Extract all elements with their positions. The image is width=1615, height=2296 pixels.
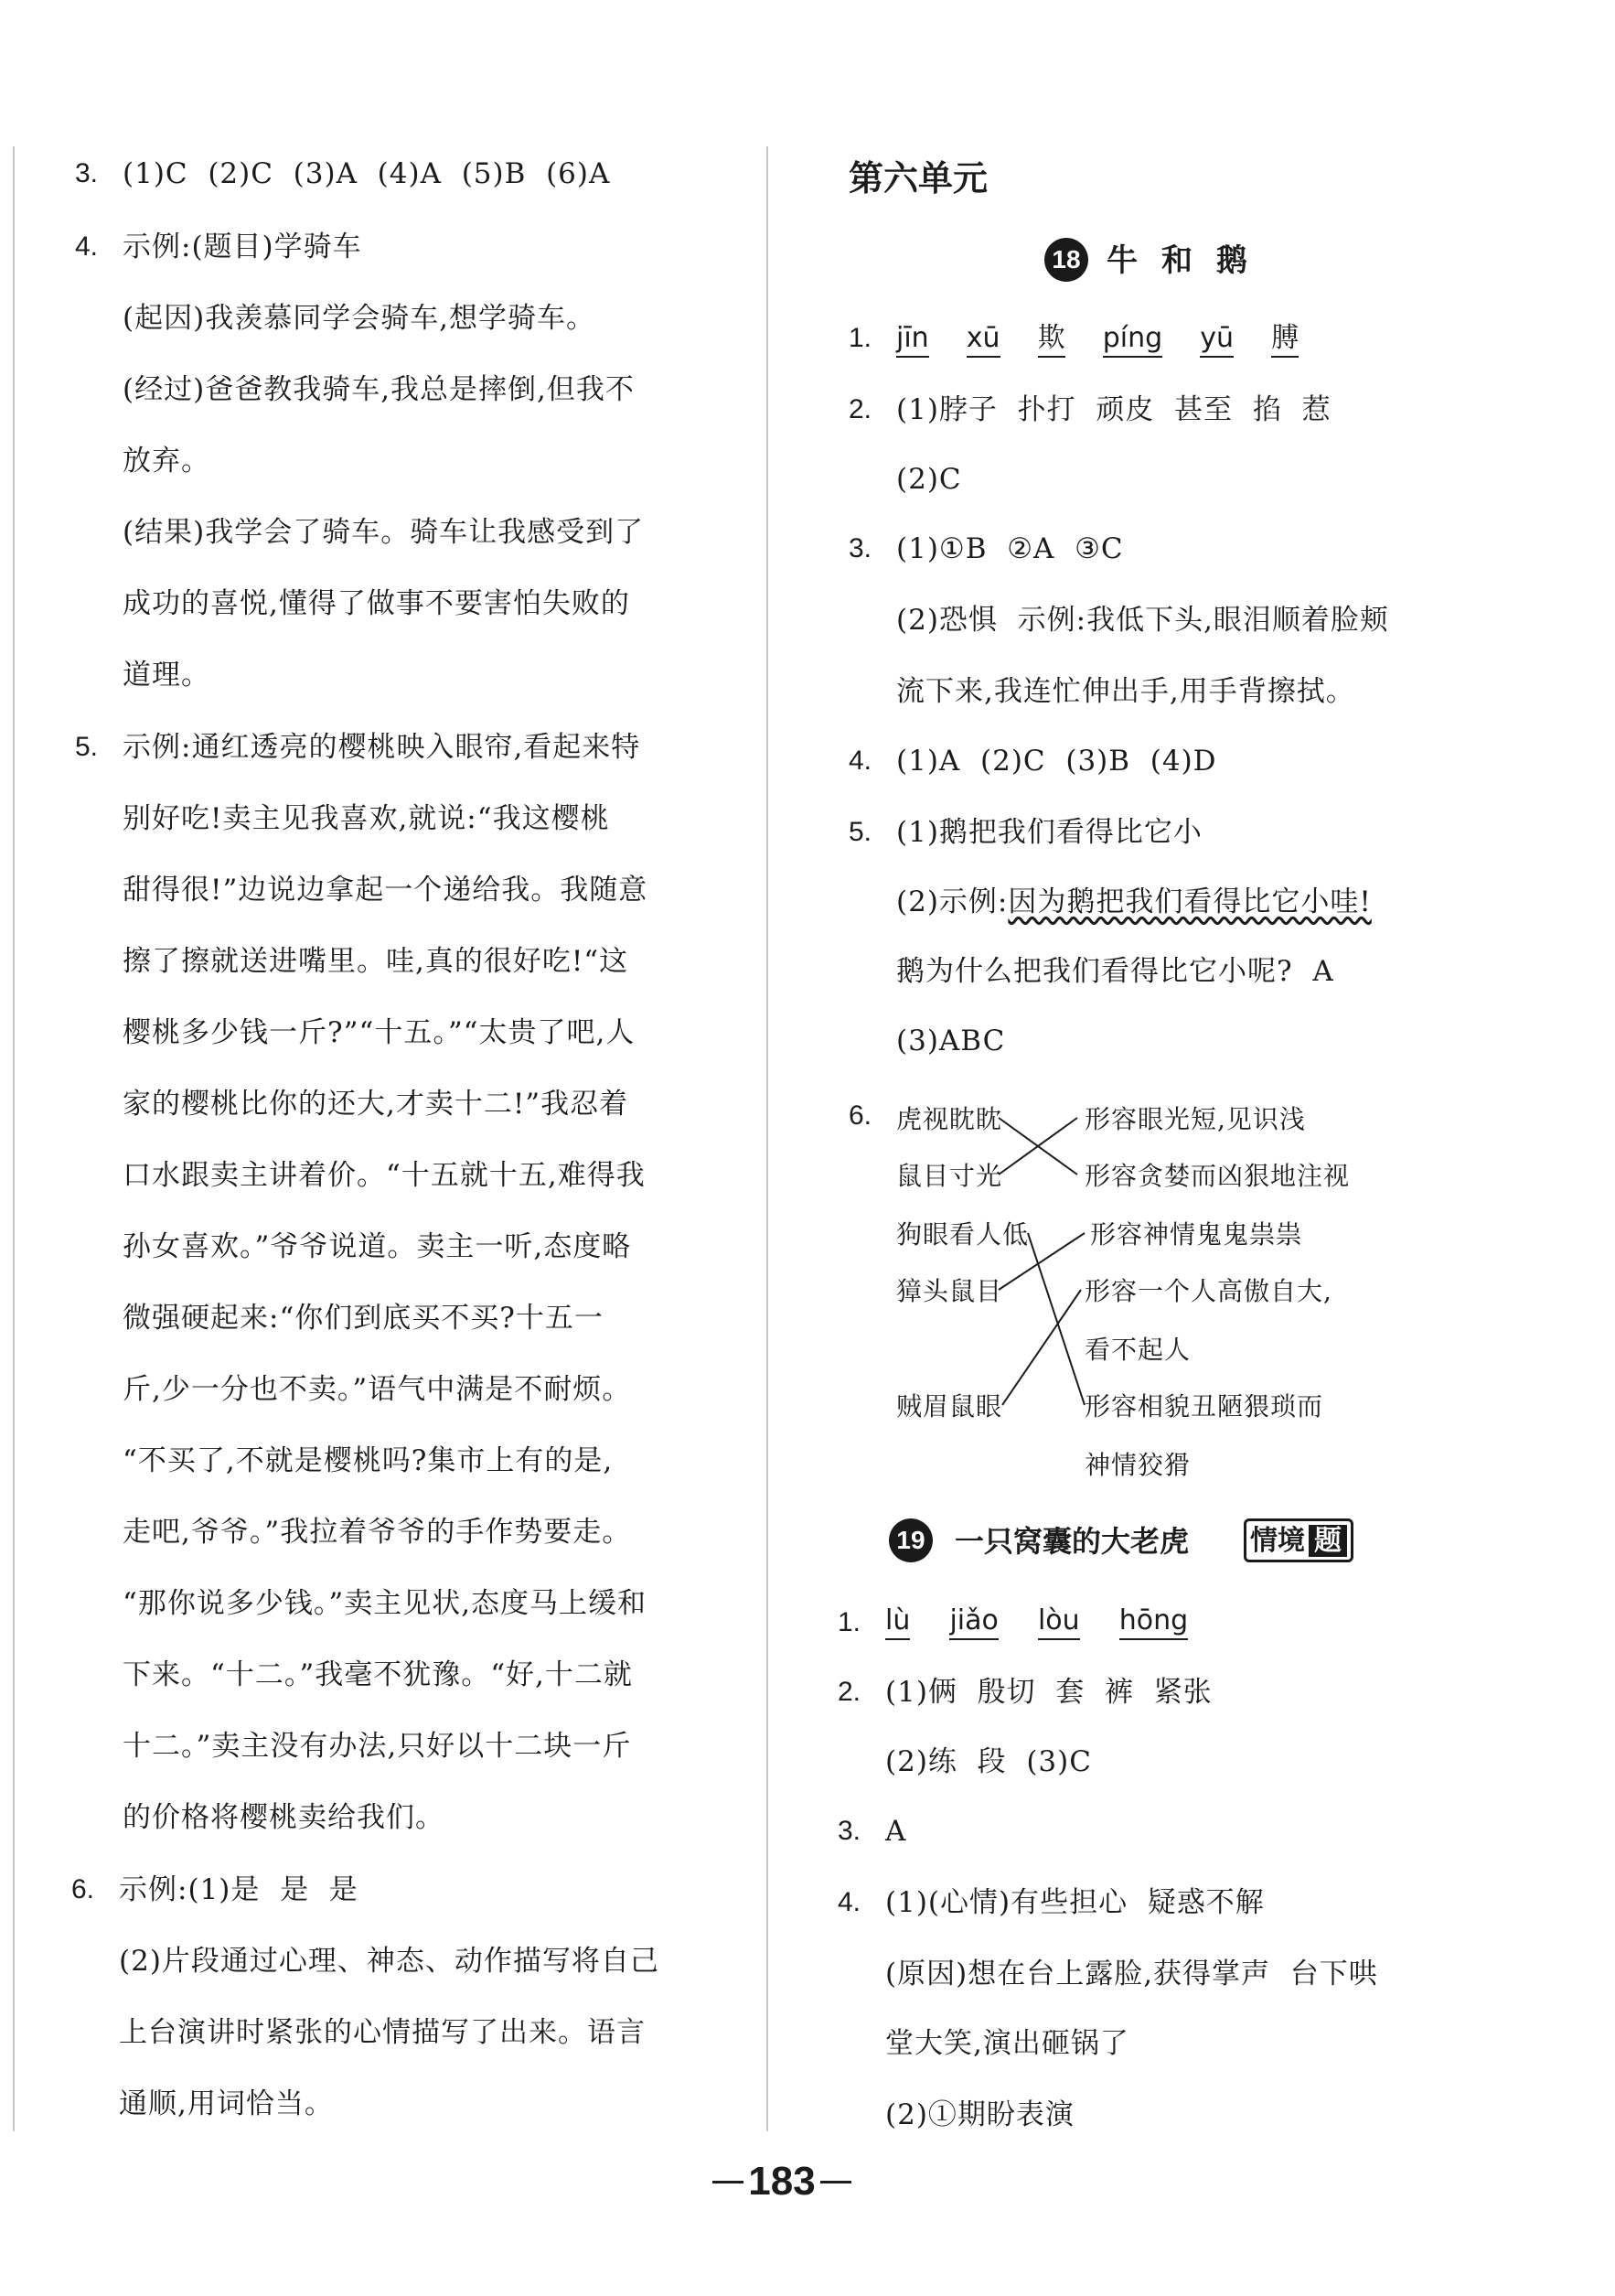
matching-lines	[997, 1098, 1107, 1445]
left-q4-line: 放弃。	[123, 445, 210, 477]
left-q4-number: 4.	[75, 231, 99, 262]
left-q5-line: 下来。“十二。”我毫不犹豫。“好,十二就	[123, 1658, 633, 1691]
tag-text-dark: 题	[1309, 1525, 1347, 1557]
left-q5-line: 甜得很!”边说边拿起一个递给我。我随意	[123, 874, 648, 907]
pinyin-answer: lù	[885, 1604, 910, 1640]
l18-q5-number: 5.	[849, 817, 872, 847]
lesson-18-title: 牛和鹅	[1107, 242, 1271, 279]
left-q5-number: 5.	[75, 732, 99, 762]
left-q3-answer: (1)C (2)C (3)A (4)A (5)B (6)A	[123, 157, 611, 190]
l19-q4-line1: (1)(心情)有些担心 疑惑不解	[885, 1886, 1265, 1919]
match-right-item: 形容贪婪而凶狠地注视	[1085, 1161, 1351, 1191]
match-left-item: 贼眉鼠眼	[896, 1391, 1003, 1422]
l18-q3-line3: 流下来,我连忙伸出手,用手背擦拭。	[896, 675, 1355, 708]
left-q4-line: 道理。	[123, 659, 210, 692]
unit-title: 第六单元	[849, 158, 989, 198]
l18-q2-line2: (2)C	[896, 463, 962, 496]
page-number-dash-left	[712, 2181, 743, 2183]
l18-q5-line3: 鹅为什么把我们看得比它小呢? A	[896, 955, 1334, 988]
l19-q3-number: 3.	[838, 1816, 861, 1846]
match-left-item: 狗眼看人低	[896, 1219, 1030, 1250]
left-q4-line: 示例:(题目)学骑车	[123, 231, 362, 263]
left-q4-line: 成功的喜悦,懂得了做事不要害怕失败的	[123, 587, 630, 620]
left-q5-line: 走吧,爷爷。”我拉着爷爷的手作势要走。	[123, 1516, 632, 1549]
l18-q4-answer: (1)A (2)C (3)B (4)D	[896, 745, 1217, 778]
pinyin-answer: xū	[967, 322, 1000, 358]
left-q5-line: 示例:通红透亮的樱桃映入眼帘,看起来特	[123, 731, 641, 764]
l19-q4-line4: (2)①期盼表演	[885, 2098, 1075, 2131]
l18-q2-number: 2.	[849, 394, 872, 424]
tag-text: 情境	[1250, 1525, 1305, 1557]
l18-q4-number: 4.	[849, 746, 872, 776]
l19-q1-number: 1.	[838, 1607, 861, 1637]
left-q5-line: 十二。”卖主没有办法,只好以十二块一斤	[123, 1730, 632, 1763]
lesson-18-badge: 18	[1044, 238, 1088, 282]
left-q5-line: 擦了擦就送进嘴里。哇,真的很好吃!“这	[123, 945, 629, 978]
l19-q2-number: 2.	[838, 1677, 861, 1707]
match-right-item: 形容眼光短,见识浅	[1085, 1104, 1306, 1134]
left-q5-line: 斤,少一分也不卖。”语气中满是不耐烦。	[123, 1373, 632, 1406]
pinyin-answer: jīn	[896, 322, 929, 358]
match-right-item: 神情狡猾	[1085, 1450, 1192, 1480]
match-right-item: 形容相貌丑陋猥琐而	[1085, 1391, 1324, 1422]
l19-q4-line2: (原因)想在台上露脸,获得掌声 台下哄	[885, 1958, 1378, 1990]
l18-q3-line1: (1)①B ②A ③C	[896, 532, 1124, 565]
l19-q2-line1: (1)俩 殷切 套 裤 紧张	[885, 1676, 1213, 1709]
left-margin-rule	[13, 146, 15, 2131]
match-right-item: 看不起人	[1085, 1335, 1192, 1365]
left-q5-line: 孙女喜欢。”爷爷说道。卖主一听,态度略	[123, 1230, 632, 1263]
left-q5-line: 口水跟卖主讲着价。“十五就十五,难得我	[123, 1159, 646, 1192]
pinyin-answer: yū	[1200, 322, 1234, 358]
l18-q5-line2-underlined: 因为鹅把我们看得比它小哇!	[1008, 885, 1372, 918]
column-divider	[766, 146, 768, 2131]
l18-q5-line2	[896, 884, 1372, 920]
pinyin-answer: píng	[1103, 322, 1162, 358]
character-answer: 欺	[1038, 322, 1065, 358]
left-q4-line: (结果)我学会了骑车。骑车让我感受到了	[123, 516, 645, 549]
left-q6-number: 6.	[71, 1874, 95, 1904]
match-line	[1002, 1290, 1081, 1405]
match-left-item: 獐头鼠目	[896, 1276, 1003, 1306]
match-left-item: 虎视眈眈	[896, 1104, 1003, 1134]
l19-q2-line2: (2)练 段 (3)C	[885, 1745, 1092, 1778]
l18-q2-line1: (1)脖子 扑打 顽皮 甚至 掐 惹	[896, 393, 1332, 426]
l18-q1-number: 1.	[849, 323, 872, 353]
match-left-item: 鼠目寸光	[896, 1161, 1003, 1191]
l18-q1-answers	[896, 320, 1299, 357]
left-q4-line: (起因)我羡慕同学会骑车,想学骑车。	[123, 302, 596, 335]
page-number-text: 183	[748, 2159, 816, 2204]
match-line	[999, 1233, 1085, 1290]
left-q5-line: 微强硬起来:“你们到底买不买?十五一	[123, 1302, 604, 1335]
l18-q5-line4: (3)ABC	[896, 1025, 1006, 1057]
match-right-item: 形容神情鬼鬼祟祟	[1090, 1219, 1303, 1250]
l18-q5-line1: (1)鹅把我们看得比它小	[896, 816, 1203, 849]
page-number	[704, 2159, 860, 2205]
left-q5-line: “那你说多少钱。”卖主见状,态度马上缓和	[123, 1587, 647, 1620]
character-answer: 膊	[1271, 322, 1299, 358]
left-q5-line: 家的樱桃比你的还大,才卖十二!”我忍着	[123, 1088, 629, 1121]
l18-q3-line2: (2)恐惧 示例:我低下头,眼泪顺着脸颊	[896, 604, 1389, 637]
left-q5-line: 樱桃多少钱一斤?”“十五。”“太贵了吧,人	[123, 1016, 636, 1049]
left-q3-number: 3.	[75, 158, 99, 188]
left-q6-line: (2)片段通过心理、神态、动作描写将自己	[119, 1945, 659, 1978]
left-q6-line: 通顺,用词恰当。	[119, 2087, 334, 2120]
l18-q5-line2-prefix: (2)示例:	[896, 885, 1009, 918]
match-line	[1028, 1233, 1085, 1405]
lesson-19-title: 一只窝囊的大老虎	[955, 1524, 1190, 1559]
left-q5-line: 别好吃!卖主见我喜欢,就说:“我这樱桃	[123, 802, 610, 835]
page-number-dash-right	[820, 2181, 851, 2183]
l19-q4-line3: 堂大笑,演出砸锅了	[885, 2027, 1129, 2060]
left-q5-line: 的价格将樱桃卖给我们。	[123, 1801, 444, 1834]
l19-q1-answers	[885, 1603, 1188, 1639]
l19-q3-answer: A	[885, 1815, 907, 1848]
pinyin-answer: hōng	[1119, 1604, 1188, 1640]
situation-question-tag	[1244, 1518, 1353, 1562]
left-q5-line: “不买了,不就是樱桃吗?集市上有的是,	[123, 1444, 614, 1477]
pinyin-answer: lòu	[1038, 1604, 1080, 1640]
match-right-item: 形容一个人高傲自大,	[1085, 1276, 1332, 1306]
left-q6-line: 上台演讲时紧张的心情描写了出来。语言	[119, 2016, 646, 2049]
l19-q4-number: 4.	[838, 1887, 861, 1917]
lesson-19-badge: 19	[889, 1518, 933, 1562]
l18-q3-number: 3.	[849, 533, 872, 563]
l18-q6-number: 6.	[849, 1100, 872, 1131]
left-q6-line: 示例:(1)是 是 是	[119, 1873, 358, 1906]
left-q4-line: (经过)爸爸教我骑车,我总是摔倒,但我不	[123, 373, 635, 406]
pinyin-answer: jiǎo	[949, 1604, 998, 1640]
